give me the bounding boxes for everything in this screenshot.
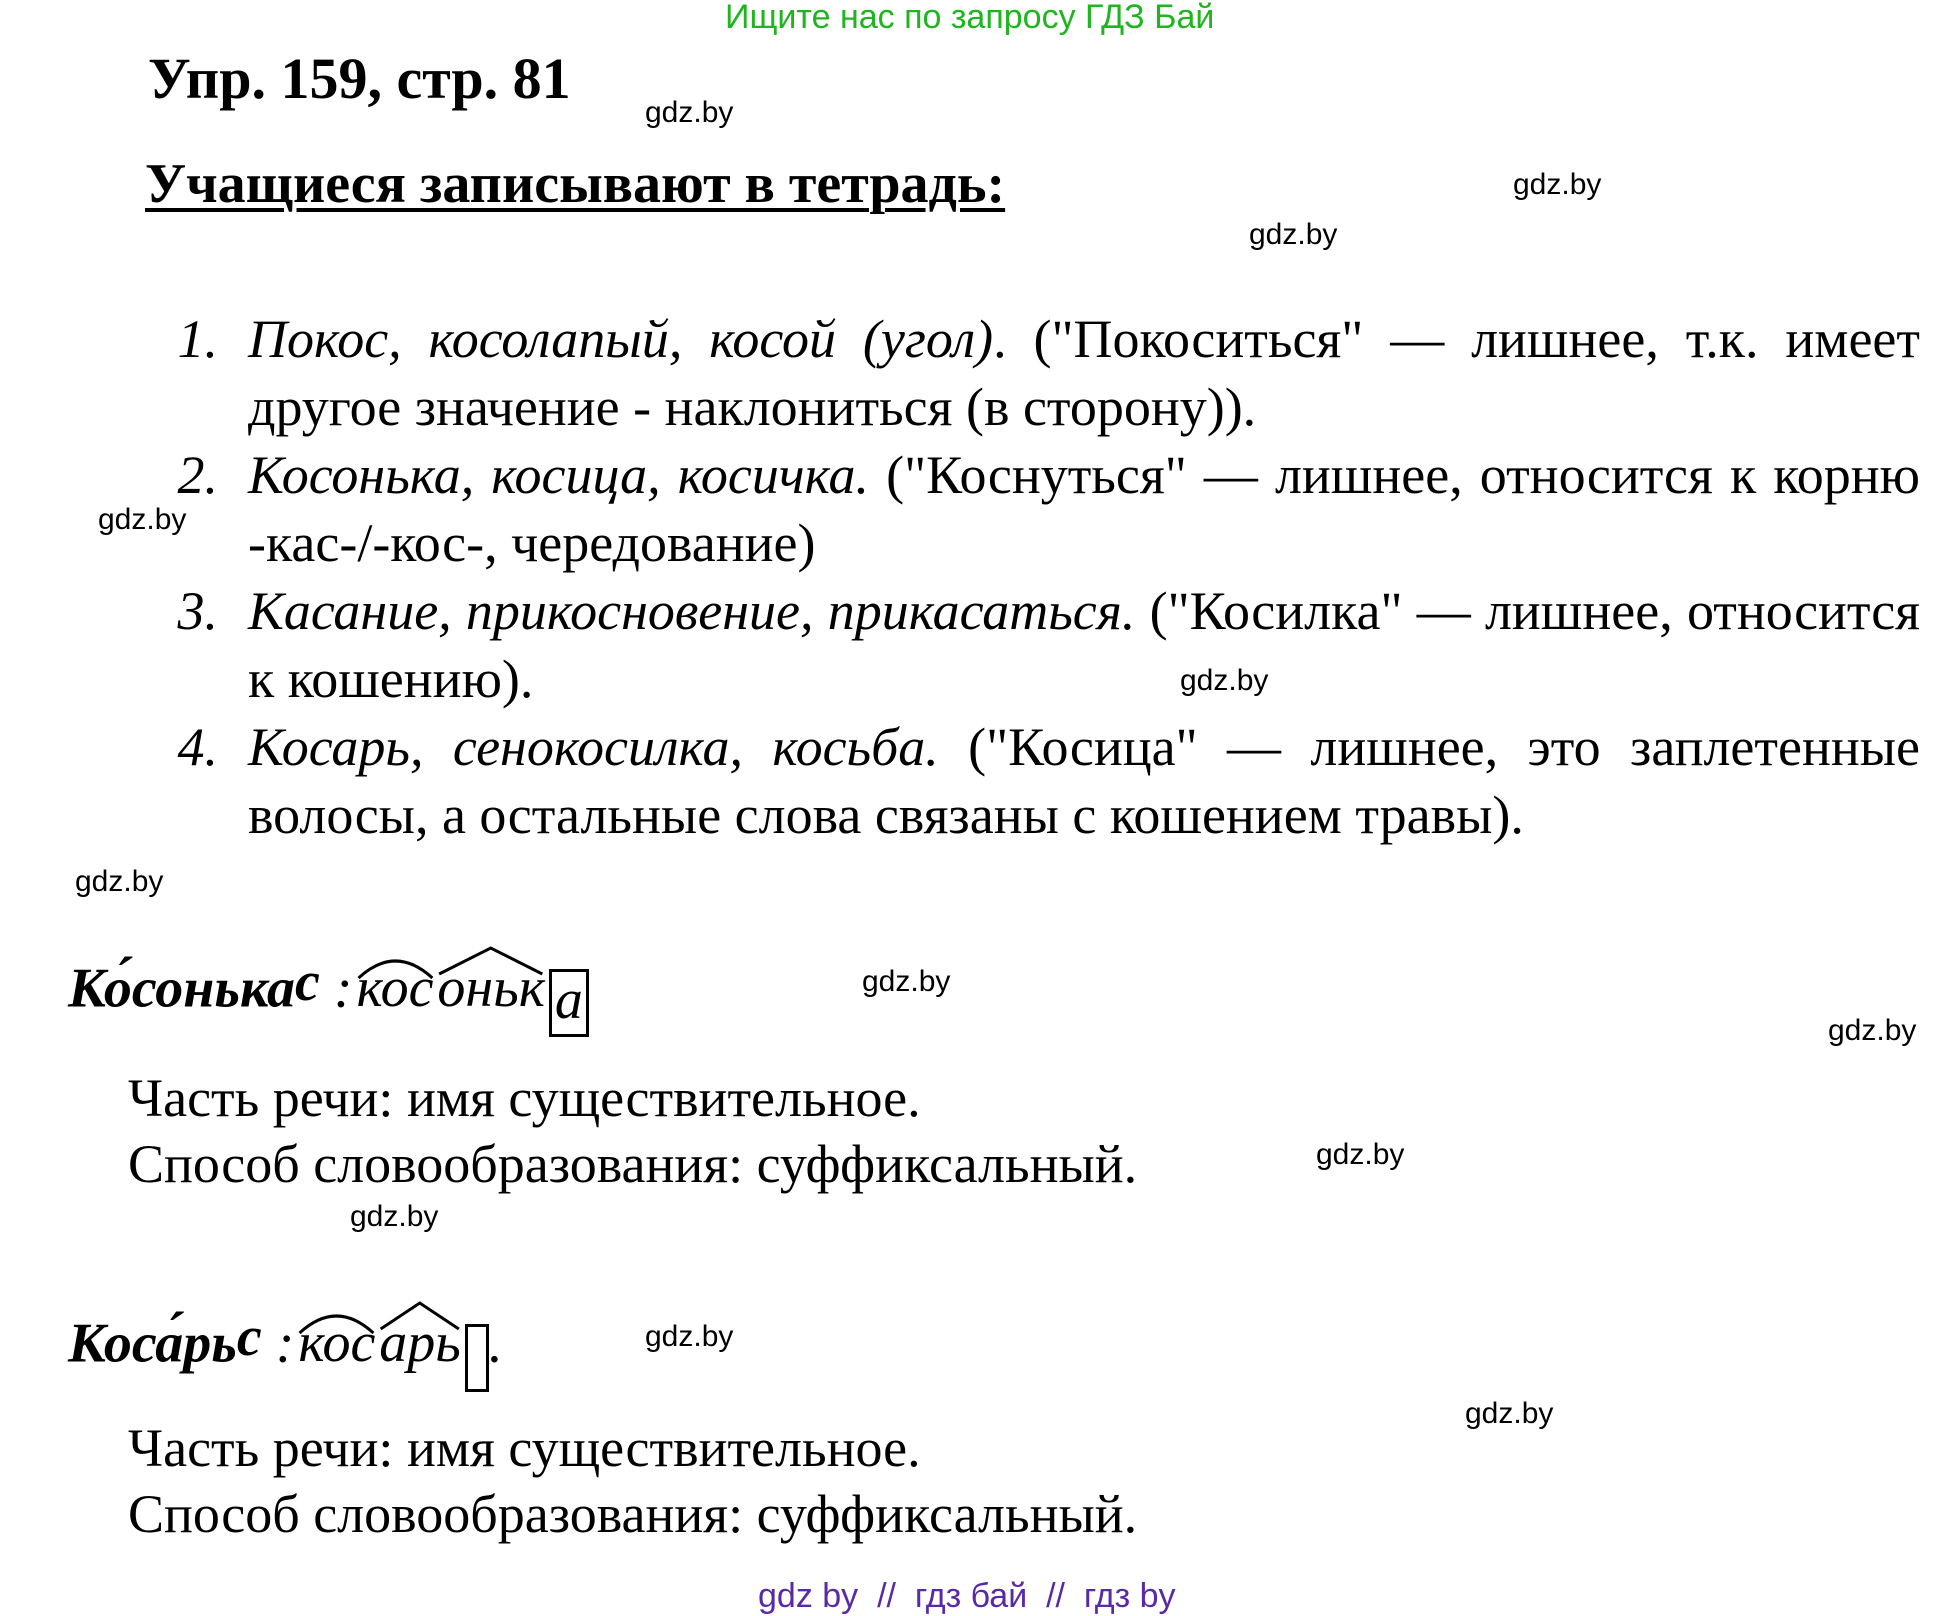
item-number: 4. (177, 717, 218, 777)
watermark: gdz.by (1828, 1014, 1917, 1047)
watermark: gdz.by (862, 965, 951, 998)
list-item (140, 577, 1920, 713)
root-morpheme (357, 956, 434, 1020)
list-item (140, 305, 1920, 441)
ending-box (465, 1324, 489, 1392)
formation-method: Способ словообразования: суффиксальный. (128, 1134, 1138, 1194)
root-morpheme (298, 1311, 375, 1375)
analyzed-word: Коса́рь (68, 1312, 237, 1375)
suffix-caret-icon (437, 946, 544, 976)
item-explanation: . ("Покоситься" — лишнее, т.к. имеет другое значение - наклониться (в сторону)). (248, 309, 1920, 437)
trailing-period: . (488, 1312, 503, 1375)
watermark: gdz.by (645, 96, 734, 129)
item-number: 2. (177, 445, 218, 505)
word-mark: с (294, 951, 320, 1013)
section-heading: Учащиеся записывают в тетрадь: (145, 153, 1006, 215)
item-text (218, 305, 1920, 441)
watermark: gdz.by (350, 1200, 439, 1233)
suffix-morpheme (437, 956, 544, 1020)
page-title: Упр. 159, стр. 81 (148, 46, 571, 111)
item-words: Покос, косолапый, косой (угол) (248, 309, 994, 369)
root-text: кос (356, 957, 434, 1020)
watermark: gdz.by (98, 503, 187, 536)
item-words: Касание, прикосновение, прикасаться. (248, 581, 1136, 641)
item-explanation: ("Косица" — лишнее, это заплетенные волосы, а остальные слова связаны с кошением травы). (248, 717, 1920, 845)
root-arc-icon (357, 950, 434, 980)
promo-banner: Ищите нас по запросу ГДЗ Бай (725, 0, 1215, 36)
item-text (218, 713, 1920, 849)
root-arc-icon (298, 1305, 375, 1335)
word-analysis (68, 950, 589, 1037)
item-words: Косарь, сенокосилка, косьба. (248, 717, 939, 777)
word-mark: с (236, 1306, 262, 1368)
footer-links: gdz by // гдз бай // гдз by (758, 1577, 1176, 1615)
watermark: gdz.by (1180, 664, 1269, 697)
formation-method: Способ словообразования: суффиксальный. (128, 1484, 1138, 1544)
item-words: Косонька, косица, косичка. (248, 445, 870, 505)
watermark: gdz.by (75, 865, 164, 898)
watermark: gdz.by (1513, 168, 1602, 201)
root-text: кос (298, 1312, 376, 1375)
item-explanation: ("Косилка" — лишнее, относится к кошению). (248, 581, 1921, 709)
item-text (218, 577, 1920, 713)
ending-box: а (549, 969, 589, 1037)
watermark: gdz.by (645, 1320, 734, 1353)
item-text (218, 441, 1920, 577)
part-of-speech: Часть речи: имя существительное. (128, 1418, 921, 1478)
suffix-morpheme (379, 1311, 460, 1375)
watermark: gdz.by (1465, 1397, 1554, 1430)
part-of-speech: Часть речи: имя существительное. (128, 1068, 921, 1128)
analyzed-word: Ко́сонька (68, 957, 295, 1020)
suffix-text: оньк (437, 957, 545, 1020)
suffix-caret-icon (379, 1301, 460, 1331)
colon: : (261, 1312, 295, 1375)
item-explanation: ("Коснуться" — лишнее, относится к корню -кас-/-кос-, чередование) (248, 445, 1920, 573)
word-analysis (68, 1305, 503, 1392)
item-number: 3. (177, 581, 218, 641)
watermark: gdz.by (1316, 1138, 1405, 1171)
answer-list (140, 305, 1920, 849)
item-number: 1. (177, 309, 218, 369)
list-item (140, 713, 1920, 849)
suffix-text: арь (379, 1312, 461, 1375)
list-item (140, 441, 1920, 577)
colon: : (319, 957, 353, 1020)
watermark: gdz.by (1249, 218, 1338, 251)
